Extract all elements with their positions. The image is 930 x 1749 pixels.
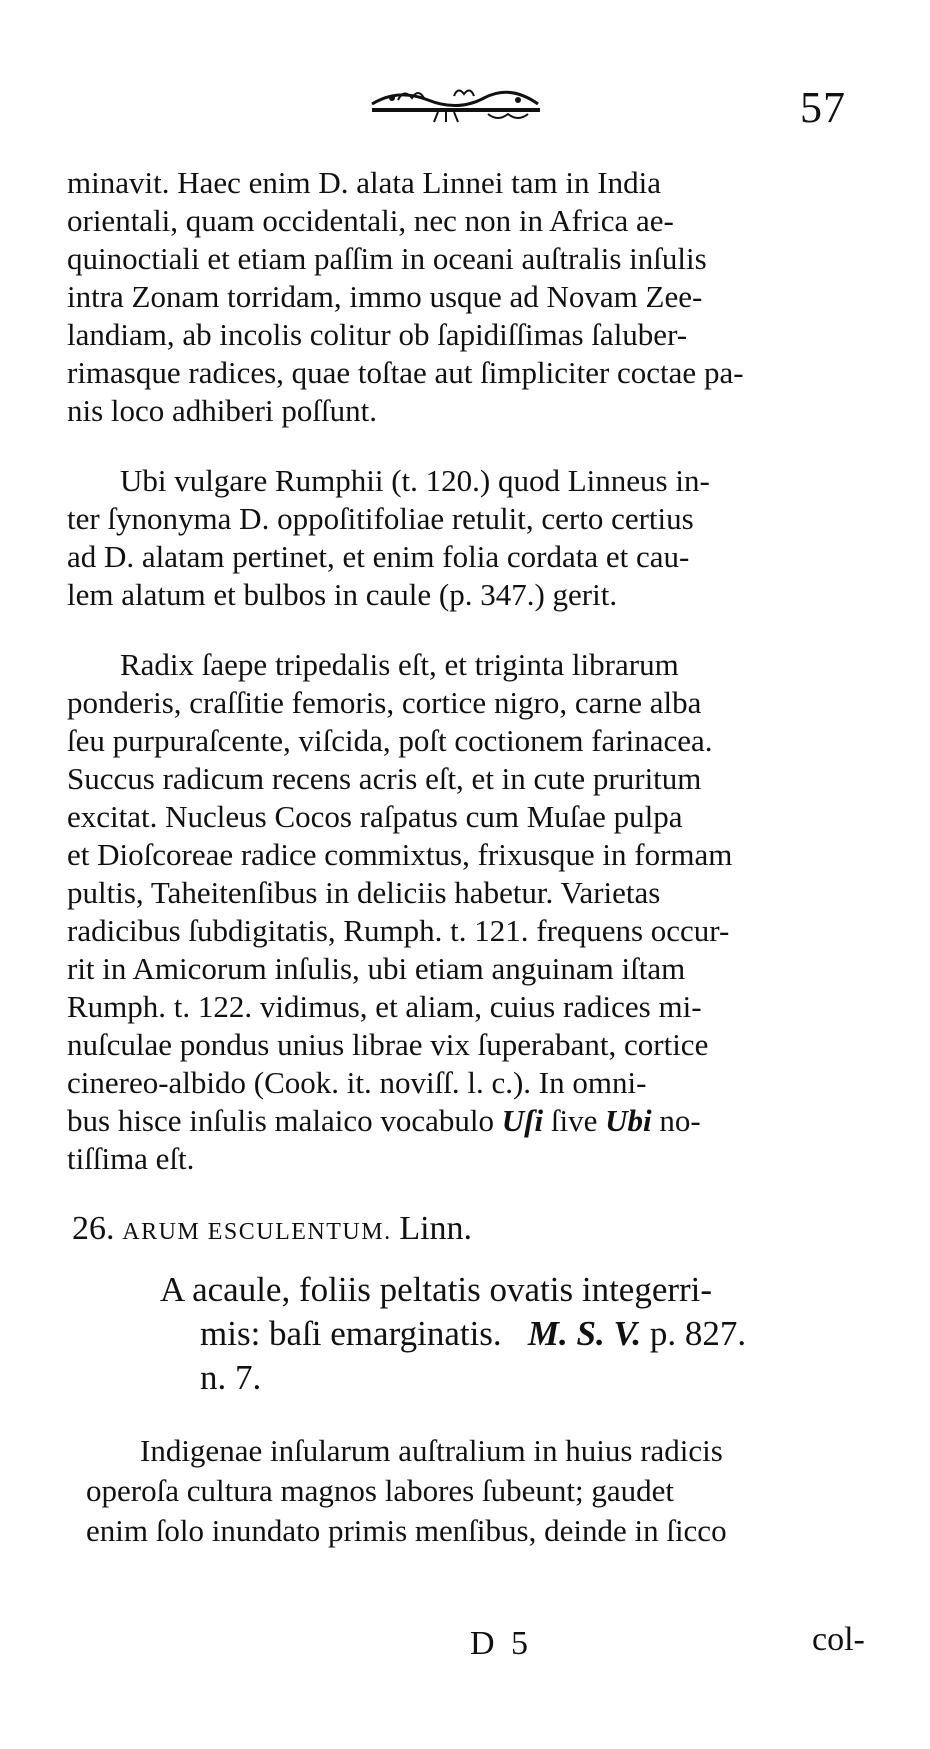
text-line: Indigenae inſularum auſtralium in huius radicis <box>140 1433 723 1468</box>
text-line: tiſſima eſt. <box>67 1141 195 1176</box>
text-line: rit in Amicorum inſulis, ubi etiam anguinam iſtam <box>67 951 686 986</box>
species-number: 26. <box>72 1210 115 1247</box>
text-line: Radix ſaepe tripedalis eſt, et triginta librarum <box>120 647 679 682</box>
reference-abbrev: M. S. V. <box>527 1314 642 1353</box>
reference-page: p. 827. <box>649 1314 747 1353</box>
vernacular-name: Ubi <box>605 1103 652 1138</box>
text-line: Rumph. t. 122. vidimus, et aliam, cuius radices mi- <box>67 989 702 1024</box>
text-line: orientali, quam occidentali, nec non in Africa ae- <box>67 203 674 238</box>
text-line: nuſculae pondus unius librae vix ſuperabant, cortice <box>67 1027 709 1062</box>
text-line: lem alatum et bulbos in caule (p. 347.) gerit. <box>67 577 618 612</box>
signature-mark: D 5 <box>470 1625 533 1662</box>
species-name: ARUM ESCULENTUM. <box>122 1219 392 1245</box>
text-line: Succus radicum recens acris eſt, et in cute pruritum <box>67 761 702 796</box>
diagnosis-text: mis: baſi emarginatis. <box>200 1314 502 1353</box>
text-line: et Dioſcoreae radice commixtus, frixusque in formam <box>67 837 733 872</box>
text-line: minavit. Haec enim D. alata Linnei tam in India <box>67 165 661 200</box>
text-line: ter ſynonyma D. oppoſitifoliae retulit, certo certius <box>67 501 694 536</box>
catchword: col- <box>812 1621 865 1658</box>
text-line: ſeu purpuraſcente, viſcida, poſt coctionem farinacea. <box>67 723 713 758</box>
text-line: operoſa cultura magnos labores ſubeunt; gaudet <box>86 1473 674 1508</box>
text-fragment: ſive <box>550 1103 598 1138</box>
text-line: landiam, ab incolis colitur ob ſapidiſſimas ſaluber- <box>67 317 688 352</box>
text-line: ad D. alatam pertinet, et enim folia cordata et cau- <box>67 539 690 574</box>
diagnosis-line <box>200 1312 746 1356</box>
diagnosis-line: n. 7. <box>200 1358 262 1397</box>
text-line: rimasque radices, quae toſtae aut ſimpliciter coctae pa- <box>67 355 744 390</box>
text-line: excitat. Nucleus Cocos raſpatus cum Muſae pulpa <box>67 799 683 834</box>
text-line: radicibus ſubdigitatis, Rumph. t. 121. frequens occur- <box>67 913 730 948</box>
text-fragment: no- <box>659 1103 701 1138</box>
text-line: intra Zonam torridam, immo usque ad Novam Zee- <box>67 279 703 314</box>
text-line: ponderis, craſſitie femoris, cortice nigro, carne alba <box>67 685 702 720</box>
headpiece-ornament <box>368 82 544 126</box>
text-line: pultis, Taheitenſibus in deliciis habetur. Varietas <box>67 875 661 910</box>
text-line: cinereo-albido (Cook. it. noviſſ. l. c.). In omni- <box>67 1065 647 1100</box>
text-line <box>67 1102 701 1140</box>
diagnosis-line: A acaule, foliis peltatis ovatis integerri- <box>160 1270 713 1309</box>
text-line: nis loco adhiberi poſſunt. <box>67 393 377 428</box>
vernacular-name: Uſi <box>501 1103 544 1138</box>
text-line: enim ſolo inundato primis menſibus, deinde in ſicco <box>86 1513 727 1548</box>
text-line: Ubi vulgare Rumphii (t. 120.) quod Linneus in- <box>120 463 710 498</box>
species-author: Linn. <box>399 1210 473 1247</box>
species-heading <box>72 1210 472 1248</box>
page-number: 57 <box>800 83 846 132</box>
text-fragment: bus hisce inſulis malaico vocabulo <box>67 1103 495 1138</box>
text-line: quinoctiali et etiam paſſim in oceani auſtralis inſulis <box>67 241 707 276</box>
